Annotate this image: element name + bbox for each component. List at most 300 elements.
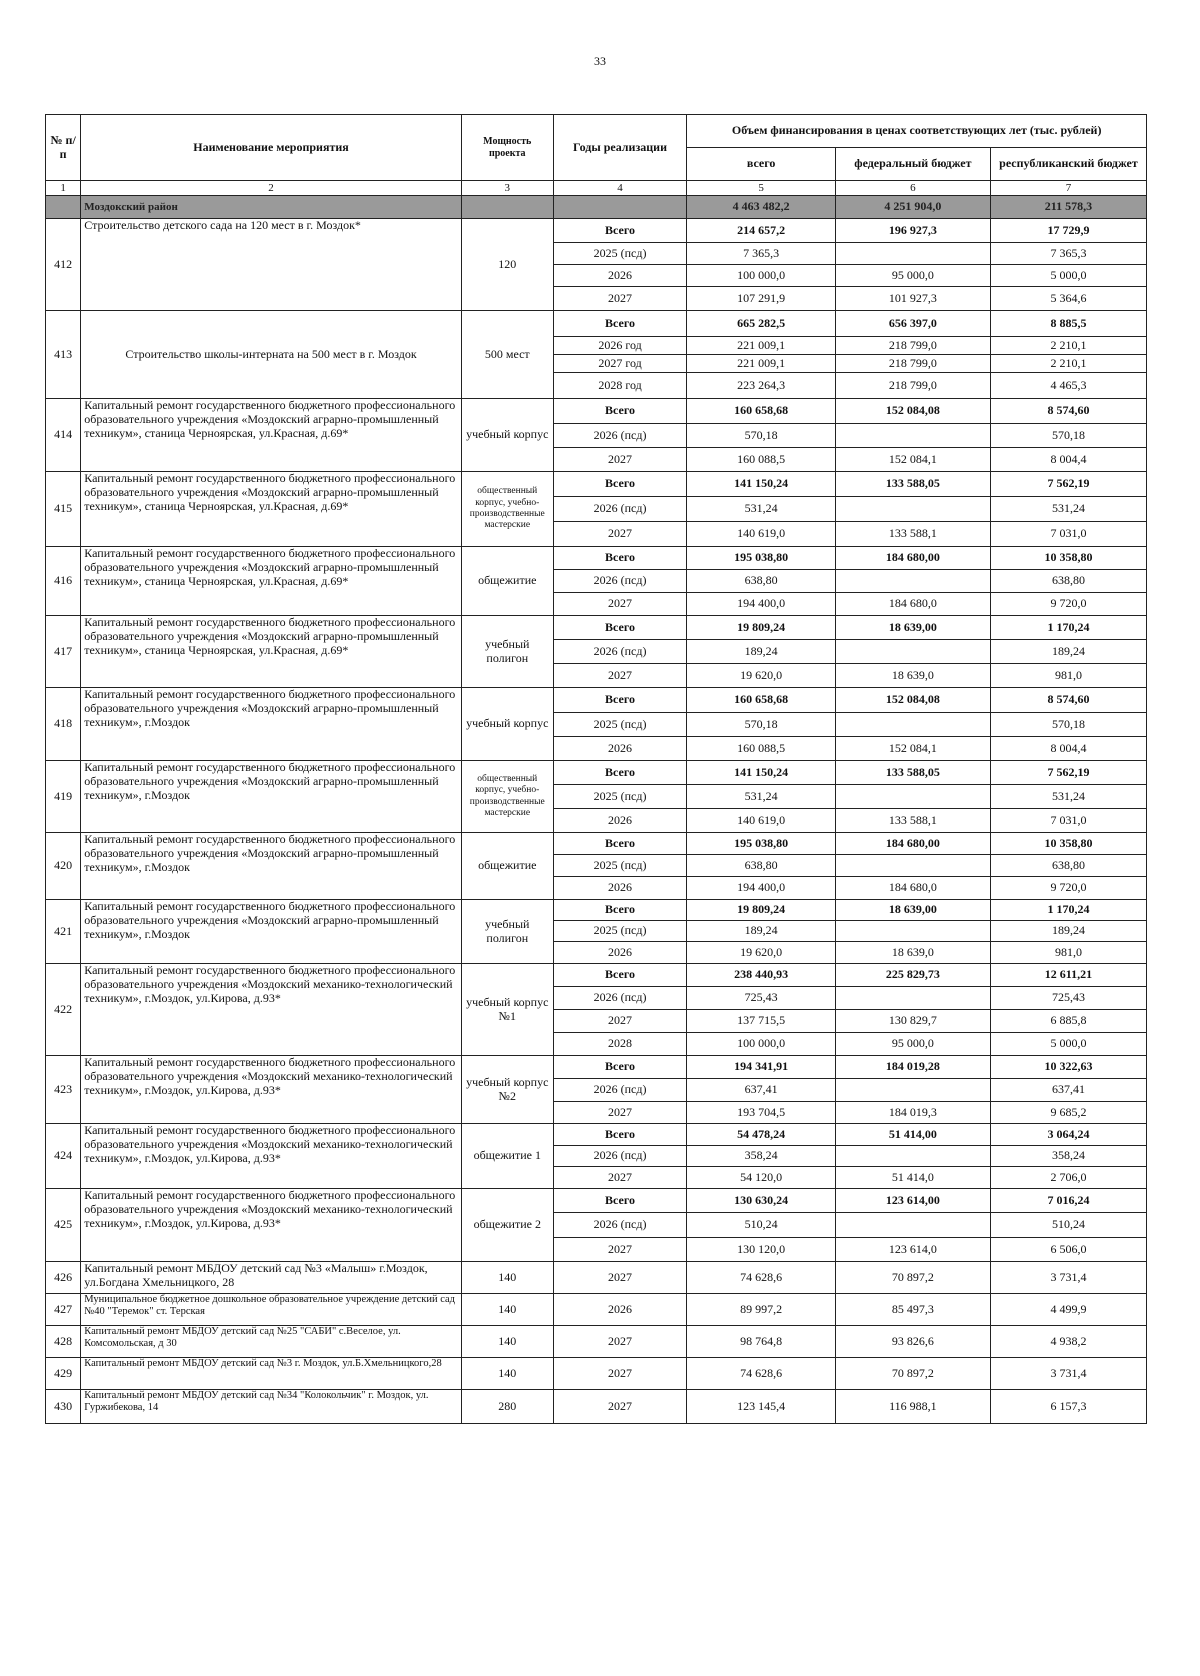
year-cell: Всего — [553, 219, 687, 243]
capacity: 280 — [461, 1390, 553, 1424]
federal-cell: 184 680,00 — [835, 833, 990, 855]
capacity: общественный корпус, учебно-производственные мастерские — [461, 761, 553, 833]
total-cell: 141 150,24 — [687, 761, 836, 785]
col-index: 3 — [461, 181, 553, 196]
year-cell: 2027 — [553, 664, 687, 688]
year-cell: 2027 — [553, 1102, 687, 1124]
federal-cell — [835, 1146, 990, 1167]
federal-cell: 18 639,00 — [835, 616, 990, 640]
capacity: учебный корпус — [461, 688, 553, 761]
row-number: 416 — [46, 547, 81, 616]
federal-cell: 133 588,05 — [835, 761, 990, 785]
activity-name: Строительство школы-интерната на 500 мест в г. Моздок — [81, 311, 462, 399]
year-cell: 2028 год — [553, 373, 687, 399]
federal-cell — [835, 1213, 990, 1238]
year-cell: 2026 (псд) — [553, 424, 687, 448]
republican-cell: 3 731,4 — [990, 1262, 1146, 1294]
row-number: 413 — [46, 311, 81, 399]
federal-cell: 152 084,1 — [835, 737, 990, 761]
federal-cell: 152 084,08 — [835, 399, 990, 424]
col-index: 4 — [553, 181, 687, 196]
capacity: 140 — [461, 1326, 553, 1358]
total-cell: 98 764,8 — [687, 1326, 836, 1358]
activity-name: Капитальный ремонт МБДОУ детский сад №3 г. Моздок, ул.Б.Хмельницкого,28 — [81, 1358, 462, 1390]
activity-name: Муниципальное бюджетное дошкольное образовательное учреждение детский сад №40 "Теремок" ст. Терская — [81, 1294, 462, 1326]
republican-cell: 2 706,0 — [990, 1167, 1146, 1189]
total-cell: 189,24 — [687, 921, 836, 942]
capacity: общежитие 2 — [461, 1189, 553, 1262]
total-cell: 160 658,68 — [687, 688, 836, 713]
federal-cell — [835, 855, 990, 877]
activity-name: Капитальный ремонт государственного бюджетного профессионального образовательного учреждения «Моздокский аграрно-промышленный техникум», г.Моздок — [81, 761, 462, 833]
row-number: 417 — [46, 616, 81, 688]
total-cell: 160 088,5 — [687, 737, 836, 761]
federal-cell: 152 084,08 — [835, 688, 990, 713]
year-cell: Всего — [553, 1056, 687, 1079]
federal-cell: 133 588,1 — [835, 809, 990, 833]
header-row-top — [46, 115, 1147, 148]
header-capacity: Мощность проекта — [461, 115, 553, 181]
activity-name: Капитальный ремонт государственного бюджетного профессионального образовательного учреждения «Моздокский механико-технологический техникум», г.Моздок, ул.Кирова, д.93* — [81, 1056, 462, 1124]
activity-name: Капитальный ремонт государственного бюджетного профессионального образовательного учреждения «Моздокский аграрно-промышленный техникум», станица Черноярская, ул.Красная, д.69* — [81, 616, 462, 688]
federal-cell: 152 084,1 — [835, 448, 990, 472]
federal-cell — [835, 570, 990, 593]
republican-cell: 637,41 — [990, 1079, 1146, 1102]
year-cell: 2025 (псд) — [553, 243, 687, 265]
federal-cell: 184 680,00 — [835, 547, 990, 570]
district-row — [46, 196, 1147, 219]
row-number: 414 — [46, 399, 81, 472]
total-cell: 221 009,1 — [687, 337, 836, 355]
federal-cell: 93 826,6 — [835, 1326, 990, 1358]
year-cell: 2026 — [553, 737, 687, 761]
federal-cell: 225 829,73 — [835, 964, 990, 987]
activity-name: Капитальный ремонт государственного бюджетного профессионального образовательного учреждения «Моздокский аграрно-промышленный техникум», станица Черноярская, ул.Красная, д.69* — [81, 399, 462, 472]
republican-cell: 8 574,60 — [990, 399, 1146, 424]
total-cell: 137 715,5 — [687, 1010, 836, 1033]
total-cell: 195 038,80 — [687, 833, 836, 855]
republican-cell: 9 720,0 — [990, 877, 1146, 900]
republican-cell: 189,24 — [990, 640, 1146, 664]
year-cell: 2027 — [553, 1390, 687, 1424]
total-cell: 195 038,80 — [687, 547, 836, 570]
page-number: 33 — [594, 54, 606, 68]
total-cell: 74 628,6 — [687, 1262, 836, 1294]
activity-name: Капитальный ремонт государственного бюджетного профессионального образовательного учреждения «Моздокский аграрно-промышленный техникум», г.Моздок — [81, 900, 462, 964]
federal-cell — [835, 424, 990, 448]
republican-cell: 7 365,3 — [990, 243, 1146, 265]
row-number: 415 — [46, 472, 81, 547]
total-cell: 140 619,0 — [687, 522, 836, 547]
table-row — [46, 219, 1147, 243]
table-row — [46, 472, 1147, 497]
federal-cell: 218 799,0 — [835, 337, 990, 355]
federal-cell: 123 614,0 — [835, 1238, 990, 1262]
republican-cell: 638,80 — [990, 570, 1146, 593]
table-row — [46, 833, 1147, 855]
federal-cell: 184 680,0 — [835, 877, 990, 900]
total-cell: 107 291,9 — [687, 287, 836, 311]
federal-cell: 18 639,00 — [835, 900, 990, 921]
total-cell: 160 088,5 — [687, 448, 836, 472]
year-cell: 2026 — [553, 942, 687, 964]
republican-cell: 725,43 — [990, 987, 1146, 1010]
year-cell: 2027 — [553, 1238, 687, 1262]
federal-cell: 184 680,0 — [835, 593, 990, 616]
total-cell: 19 620,0 — [687, 664, 836, 688]
year-cell: 2026 (псд) — [553, 1213, 687, 1238]
federal-cell: 101 927,3 — [835, 287, 990, 311]
table-row — [46, 900, 1147, 921]
republican-cell: 8 004,4 — [990, 448, 1146, 472]
total-cell: 531,24 — [687, 785, 836, 809]
activity-name: Капитальный ремонт государственного бюджетного профессионального образовательного учреждения «Моздокский аграрно-промышленный техникум», г.Моздок — [81, 688, 462, 761]
total-cell: 189,24 — [687, 640, 836, 664]
table-row — [46, 1189, 1147, 1213]
year-cell: 2026 (псд) — [553, 1079, 687, 1102]
year-cell: 2027 — [553, 1167, 687, 1189]
col-index: 7 — [990, 181, 1146, 196]
total-cell: 89 997,2 — [687, 1294, 836, 1326]
total-cell: 194 400,0 — [687, 593, 836, 616]
year-cell: Всего — [553, 547, 687, 570]
capacity: учебный корпус №2 — [461, 1056, 553, 1124]
federal-cell: 133 588,05 — [835, 472, 990, 497]
table-row — [46, 1390, 1147, 1424]
federal-cell: 18 639,0 — [835, 942, 990, 964]
total-cell: 510,24 — [687, 1213, 836, 1238]
republican-cell: 531,24 — [990, 785, 1146, 809]
table-row — [46, 761, 1147, 785]
total-cell: 100 000,0 — [687, 265, 836, 287]
total-cell: 123 145,4 — [687, 1390, 836, 1424]
total-cell: 223 264,3 — [687, 373, 836, 399]
federal-cell: 51 414,00 — [835, 1124, 990, 1146]
year-cell: Всего — [553, 472, 687, 497]
col-index: 1 — [46, 181, 81, 196]
year-cell: 2027 — [553, 448, 687, 472]
republican-cell: 510,24 — [990, 1213, 1146, 1238]
total-cell: 74 628,6 — [687, 1358, 836, 1390]
activity-name: Капитальный ремонт государственного бюджетного профессионального образовательного учреждения «Моздокский механико-технологический техникум», г.Моздок, ул.Кирова, д.93* — [81, 1189, 462, 1262]
row-number: 421 — [46, 900, 81, 964]
total-cell: 130 120,0 — [687, 1238, 836, 1262]
header-total: всего — [687, 148, 836, 181]
republican-cell: 7 562,19 — [990, 761, 1146, 785]
total-cell: 665 282,5 — [687, 311, 836, 337]
republican-cell: 5 000,0 — [990, 1033, 1146, 1056]
total-cell: 637,41 — [687, 1079, 836, 1102]
activity-name: Капитальный ремонт государственного бюджетного профессионального образовательного учреждения «Моздокский аграрно-промышленный техникум», станица Черноярская, ул.Красная, д.69* — [81, 472, 462, 547]
total-cell: 140 619,0 — [687, 809, 836, 833]
republican-cell: 12 611,21 — [990, 964, 1146, 987]
federal-cell: 51 414,0 — [835, 1167, 990, 1189]
republican-cell: 2 210,1 — [990, 337, 1146, 355]
year-cell: 2026 (псд) — [553, 1146, 687, 1167]
year-cell: 2027 — [553, 1358, 687, 1390]
republican-cell: 358,24 — [990, 1146, 1146, 1167]
federal-cell — [835, 243, 990, 265]
district-years — [553, 196, 687, 219]
total-cell: 141 150,24 — [687, 472, 836, 497]
table-row — [46, 616, 1147, 640]
federal-cell: 85 497,3 — [835, 1294, 990, 1326]
total-cell: 531,24 — [687, 497, 836, 522]
total-cell: 214 657,2 — [687, 219, 836, 243]
year-cell: 2027 — [553, 593, 687, 616]
total-cell: 570,18 — [687, 713, 836, 737]
republican-cell: 6 157,3 — [990, 1390, 1146, 1424]
row-number: 412 — [46, 219, 81, 311]
total-cell: 100 000,0 — [687, 1033, 836, 1056]
total-cell: 238 440,93 — [687, 964, 836, 987]
year-cell: 2027 год — [553, 355, 687, 373]
year-cell: Всего — [553, 399, 687, 424]
federal-cell: 196 927,3 — [835, 219, 990, 243]
capacity: 500 мест — [461, 311, 553, 399]
table-row — [46, 1326, 1147, 1358]
col-index: 5 — [687, 181, 836, 196]
republican-cell: 5 000,0 — [990, 265, 1146, 287]
federal-cell: 184 019,3 — [835, 1102, 990, 1124]
year-cell: 2025 (псд) — [553, 713, 687, 737]
row-number: 429 — [46, 1358, 81, 1390]
row-number: 418 — [46, 688, 81, 761]
total-cell: 194 341,91 — [687, 1056, 836, 1079]
header-years: Годы реализации — [553, 115, 687, 181]
table-row — [46, 964, 1147, 987]
table-row — [46, 547, 1147, 570]
year-cell: 2025 (псд) — [553, 785, 687, 809]
republican-cell: 7 562,19 — [990, 472, 1146, 497]
capacity: учебный полигон — [461, 616, 553, 688]
republican-cell: 7 031,0 — [990, 522, 1146, 547]
total-cell: 193 704,5 — [687, 1102, 836, 1124]
header-republican: республиканский бюджет — [990, 148, 1146, 181]
year-cell: 2027 — [553, 1262, 687, 1294]
year-cell: 2026 — [553, 1294, 687, 1326]
federal-cell: 123 614,00 — [835, 1189, 990, 1213]
federal-cell: 18 639,0 — [835, 664, 990, 688]
republican-cell: 981,0 — [990, 664, 1146, 688]
republican-cell: 6 506,0 — [990, 1238, 1146, 1262]
republican-cell: 3 731,4 — [990, 1358, 1146, 1390]
federal-cell: 130 829,7 — [835, 1010, 990, 1033]
federal-cell: 218 799,0 — [835, 373, 990, 399]
total-cell: 7 365,3 — [687, 243, 836, 265]
year-cell: Всего — [553, 688, 687, 713]
financing-table — [45, 114, 1147, 1424]
federal-cell: 95 000,0 — [835, 1033, 990, 1056]
activity-name: Строительство детского сада на 120 мест в г. Моздок* — [81, 219, 462, 311]
table-row — [46, 1294, 1147, 1326]
table-row — [46, 1262, 1147, 1294]
republican-cell: 17 729,9 — [990, 219, 1146, 243]
activity-name: Капитальный ремонт государственного бюджетного профессионального образовательного учреждения «Моздокский механико-технологический техникум», г.Моздок, ул.Кирова, д.93* — [81, 964, 462, 1056]
year-cell: 2025 (псд) — [553, 921, 687, 942]
total-cell: 54 478,24 — [687, 1124, 836, 1146]
activity-name: Капитальный ремонт государственного бюджетного профессионального образовательного учреждения «Моздокский механико-технологический техникум», г.Моздок, ул.Кирова, д.93* — [81, 1124, 462, 1189]
total-cell: 725,43 — [687, 987, 836, 1010]
capacity: общежитие — [461, 547, 553, 616]
table-row — [46, 399, 1147, 424]
republican-cell: 8 885,5 — [990, 311, 1146, 337]
capacity: 140 — [461, 1358, 553, 1390]
year-cell: 2026 — [553, 265, 687, 287]
table-row — [46, 1056, 1147, 1079]
year-cell: 2027 — [553, 1010, 687, 1033]
federal-cell — [835, 987, 990, 1010]
federal-cell — [835, 785, 990, 809]
year-cell: Всего — [553, 1124, 687, 1146]
federal-cell: 133 588,1 — [835, 522, 990, 547]
header-name: Наименование мероприятия — [81, 115, 462, 181]
federal-cell: 95 000,0 — [835, 265, 990, 287]
year-cell: Всего — [553, 833, 687, 855]
year-cell: 2027 — [553, 1326, 687, 1358]
republican-cell: 8 004,4 — [990, 737, 1146, 761]
total-cell: 130 630,24 — [687, 1189, 836, 1213]
header-federal: федеральный бюджет — [835, 148, 990, 181]
activity-name: Капитальный ремонт МБДОУ детский сад №25 "САБИ" с.Веселое, ул. Комсомольская, д 30 — [81, 1326, 462, 1358]
district-no — [46, 196, 81, 219]
republican-cell: 6 885,8 — [990, 1010, 1146, 1033]
year-cell: Всего — [553, 616, 687, 640]
federal-cell: 70 897,2 — [835, 1358, 990, 1390]
republican-cell: 7 016,24 — [990, 1189, 1146, 1213]
table-row — [46, 1124, 1147, 1146]
district-federal: 4 251 904,0 — [835, 196, 990, 219]
row-number: 420 — [46, 833, 81, 900]
year-cell: Всего — [553, 1189, 687, 1213]
federal-cell — [835, 640, 990, 664]
district-total: 4 463 482,2 — [687, 196, 836, 219]
activity-name: Капитальный ремонт МБДОУ детский сад №34 "Колокольчик" г. Моздок, ул. Гуржибекова, 14 — [81, 1390, 462, 1424]
capacity: 120 — [461, 219, 553, 311]
federal-cell: 70 897,2 — [835, 1262, 990, 1294]
table-row — [46, 1358, 1147, 1390]
capacity: общежитие — [461, 833, 553, 900]
federal-cell: 656 397,0 — [835, 311, 990, 337]
federal-cell — [835, 497, 990, 522]
republican-cell: 10 322,63 — [990, 1056, 1146, 1079]
federal-cell: 116 988,1 — [835, 1390, 990, 1424]
total-cell: 638,80 — [687, 570, 836, 593]
capacity: 140 — [461, 1262, 553, 1294]
republican-cell: 531,24 — [990, 497, 1146, 522]
federal-cell — [835, 1079, 990, 1102]
row-number: 426 — [46, 1262, 81, 1294]
total-cell: 54 120,0 — [687, 1167, 836, 1189]
republican-cell: 638,80 — [990, 855, 1146, 877]
capacity: общественный корпус, учебно-производственные мастерские — [461, 472, 553, 547]
header-no: № п/п — [46, 115, 81, 181]
total-cell: 160 658,68 — [687, 399, 836, 424]
table-row — [46, 688, 1147, 713]
federal-cell: 184 019,28 — [835, 1056, 990, 1079]
republican-cell: 4 465,3 — [990, 373, 1146, 399]
republican-cell: 1 170,24 — [990, 616, 1146, 640]
republican-cell: 7 031,0 — [990, 809, 1146, 833]
year-cell: 2026 год — [553, 337, 687, 355]
republican-cell: 10 358,80 — [990, 833, 1146, 855]
year-cell: 2027 — [553, 522, 687, 547]
year-cell: 2027 — [553, 287, 687, 311]
republican-cell: 10 358,80 — [990, 547, 1146, 570]
table-body — [46, 219, 1147, 1424]
total-cell: 19 809,24 — [687, 616, 836, 640]
republican-cell: 570,18 — [990, 424, 1146, 448]
federal-cell — [835, 713, 990, 737]
capacity: общежитие 1 — [461, 1124, 553, 1189]
year-cell: 2026 (псд) — [553, 570, 687, 593]
activity-name: Капитальный ремонт МБДОУ детский сад №3 «Малыш» г.Моздок, ул.Богдана Хмельницкого, 28 — [81, 1262, 462, 1294]
republican-cell: 2 210,1 — [990, 355, 1146, 373]
row-number: 425 — [46, 1189, 81, 1262]
row-number: 428 — [46, 1326, 81, 1358]
republican-cell: 5 364,6 — [990, 287, 1146, 311]
republican-cell: 9 685,2 — [990, 1102, 1146, 1124]
total-cell: 638,80 — [687, 855, 836, 877]
federal-cell — [835, 921, 990, 942]
row-number: 427 — [46, 1294, 81, 1326]
district-republican: 211 578,3 — [990, 196, 1146, 219]
col-index: 6 — [835, 181, 990, 196]
republican-cell: 981,0 — [990, 942, 1146, 964]
republican-cell: 8 574,60 — [990, 688, 1146, 713]
total-cell: 358,24 — [687, 1146, 836, 1167]
year-cell: 2028 — [553, 1033, 687, 1056]
capacity: учебный корпус №1 — [461, 964, 553, 1056]
federal-cell: 218 799,0 — [835, 355, 990, 373]
republican-cell: 189,24 — [990, 921, 1146, 942]
year-cell: 2026 (псд) — [553, 987, 687, 1010]
republican-cell: 3 064,24 — [990, 1124, 1146, 1146]
capacity: учебный полигон — [461, 900, 553, 964]
year-cell: Всего — [553, 761, 687, 785]
total-cell: 221 009,1 — [687, 355, 836, 373]
district-capacity — [461, 196, 553, 219]
total-cell: 194 400,0 — [687, 877, 836, 900]
capacity: 140 — [461, 1294, 553, 1326]
row-number: 422 — [46, 964, 81, 1056]
year-cell: 2026 (псд) — [553, 640, 687, 664]
activity-name: Капитальный ремонт государственного бюджетного профессионального образовательного учреждения «Моздокский аграрно-промышленный техникум», г.Моздок — [81, 833, 462, 900]
row-number: 430 — [46, 1390, 81, 1424]
republican-cell: 4 938,2 — [990, 1326, 1146, 1358]
year-cell: Всего — [553, 311, 687, 337]
header-financing: Объем финансирования в ценах соответствующих лет (тыс. рублей) — [687, 115, 1147, 148]
row-number: 424 — [46, 1124, 81, 1189]
table-row — [46, 311, 1147, 337]
activity-name: Капитальный ремонт государственного бюджетного профессионального образовательного учреждения «Моздокский аграрно-промышленный техникум», станица Черноярская, ул.Красная, д.69* — [81, 547, 462, 616]
republican-cell: 1 170,24 — [990, 900, 1146, 921]
year-cell: 2026 — [553, 809, 687, 833]
column-index-row — [46, 181, 1147, 196]
row-number: 423 — [46, 1056, 81, 1124]
republican-cell: 4 499,9 — [990, 1294, 1146, 1326]
total-cell: 19 809,24 — [687, 900, 836, 921]
year-cell: 2026 — [553, 877, 687, 900]
year-cell: Всего — [553, 900, 687, 921]
year-cell: 2025 (псд) — [553, 855, 687, 877]
row-number: 419 — [46, 761, 81, 833]
year-cell: Всего — [553, 964, 687, 987]
republican-cell: 9 720,0 — [990, 593, 1146, 616]
total-cell: 570,18 — [687, 424, 836, 448]
year-cell: 2026 (псд) — [553, 497, 687, 522]
total-cell: 19 620,0 — [687, 942, 836, 964]
